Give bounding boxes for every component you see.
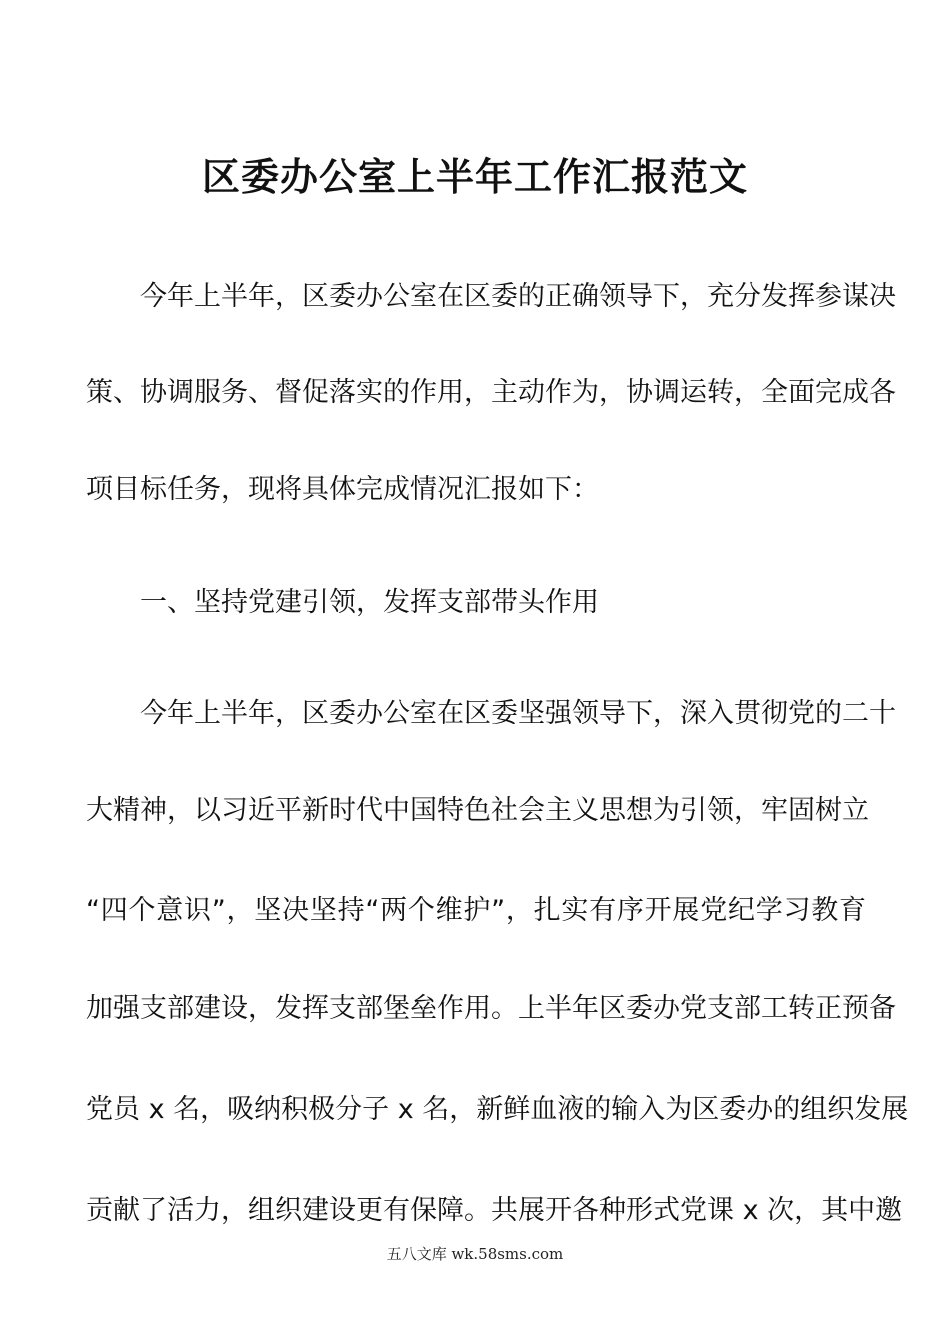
- paragraph-2-line-2: 大精神，以习近平新时代中国特色社会主义思想为引领，牢固树立: [86, 795, 869, 826]
- paragraph-1-line-2: 策、协调服务、督促落实的作用，主动作为，协调运转，全面完成各: [86, 377, 896, 408]
- paragraph-2-line-5: 党员 x 名，吸纳积极分子 x 名，新鲜血液的输入为区委办的组织发展: [86, 1094, 909, 1125]
- paragraph-1-line-3: 项目标任务，现将具体完成情况汇报如下：: [86, 474, 599, 505]
- paragraph-2-line-3: “四个意识”，坚决坚持“两个维护”，扎实有序开展党纪学习教育: [86, 895, 866, 926]
- section-heading-1: 一、坚持党建引领，发挥支部带头作用: [140, 587, 599, 618]
- paragraph-2-line-1: 今年上半年，区委办公室在区委坚强领导下，深入贯彻党的二十: [140, 698, 896, 729]
- footer-watermark: 五八文库 wk.58sms.com: [386, 1245, 564, 1263]
- document-title: 区委办公室上半年工作汇报范文: [201, 155, 748, 199]
- paragraph-2-line-4: 加强支部建设，发挥支部堡垒作用。上半年区委办党支部工转正预备: [86, 993, 896, 1024]
- paragraph-1-line-1: 今年上半年，区委办公室在区委的正确领导下，充分发挥参谋决: [140, 281, 896, 312]
- paragraph-2-line-6: 贡献了活力，组织建设更有保障。共展开各种形式党课 x 次，其中邀: [86, 1195, 903, 1226]
